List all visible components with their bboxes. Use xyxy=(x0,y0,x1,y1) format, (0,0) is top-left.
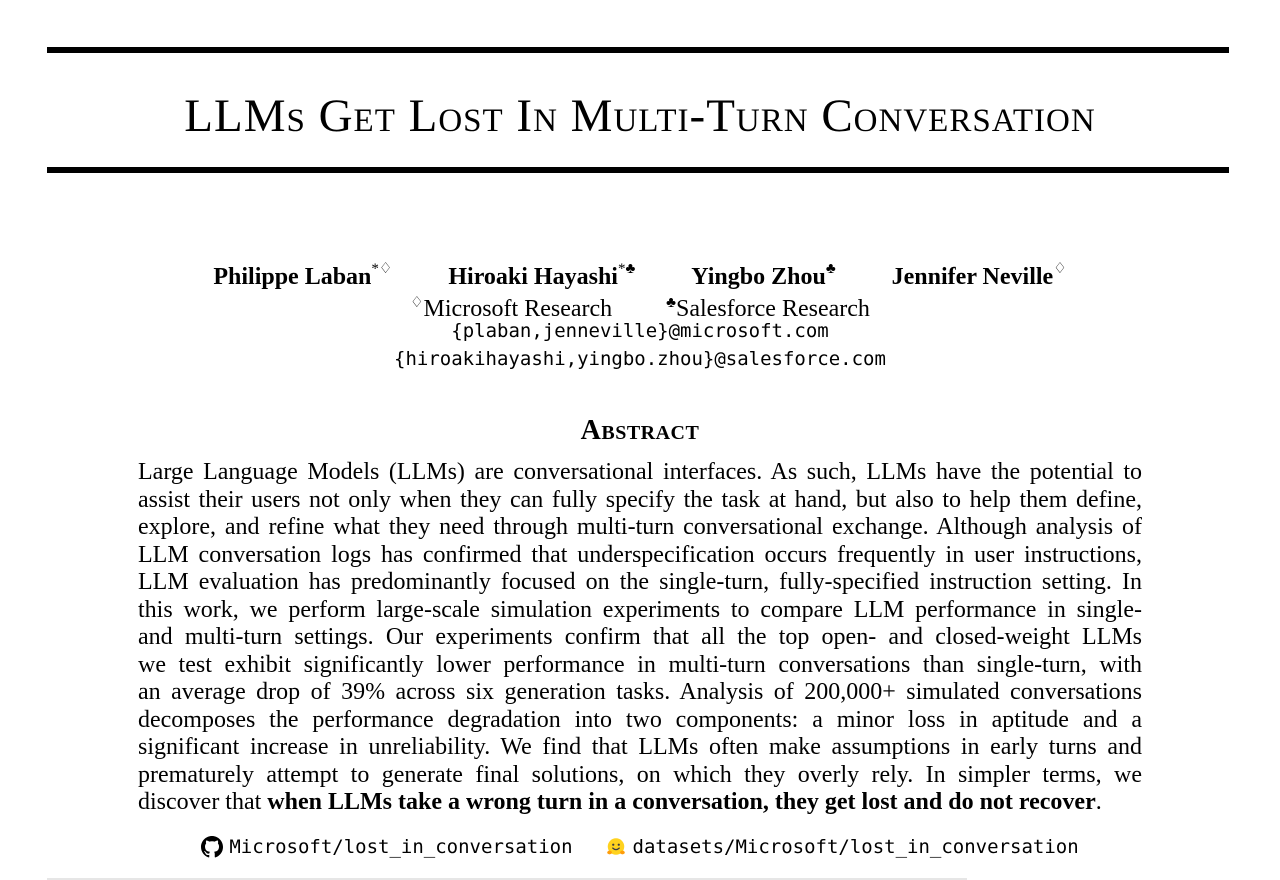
abstract-line: and multi-turn settings. Our experiments confirm that all the top open- and closed-weight LLMs xyxy=(138,624,1142,650)
author-marks: *♢ xyxy=(371,261,393,277)
abstract-line: LLM conversation logs has confirmed that underspecification occurs frequently in user instructions, xyxy=(138,541,1142,568)
abstract-line: we test exhibit significantly lower performance in multi-turn conversations than single-turn, with xyxy=(138,651,1142,678)
top-rule xyxy=(47,47,1229,53)
author: Jennifer Neville♢ xyxy=(891,261,1067,290)
paper-title: LLMs Get Lost In Multi-Turn Conversation xyxy=(184,90,1096,142)
abstract-line: significant increase in unreliability. We find that LLMs often make assumptions in early turns and xyxy=(138,734,1142,760)
hugging-face-icon xyxy=(605,836,627,858)
resource-links xyxy=(0,833,1280,861)
github-icon xyxy=(201,836,223,858)
huggingface-link-label: datasets/Microsoft/lost_in_conversation xyxy=(632,836,1079,858)
author: Yingbo Zhou♣ xyxy=(691,261,836,290)
abstract-line: this work, we perform large-scale simulation experiments to compare LLM performance in single- xyxy=(138,596,1142,623)
abstract-line: assist their users not only when they can fully specify the task at hand, but also to help them define, xyxy=(138,486,1142,513)
abstract-body xyxy=(138,459,1142,817)
abstract-line: Large Language Models (LLMs) are conversational interfaces. As such, LLMs have the potential to xyxy=(138,459,1142,485)
abstract-line: decomposes the performance degradation into two components: a minor loss in aptitude and a xyxy=(138,706,1142,733)
abstract-line: LLM evaluation has predominantly focused on the single-turn, fully-specified instruction setting. In xyxy=(138,569,1142,595)
github-link[interactable] xyxy=(201,833,572,861)
title-bottom-rule xyxy=(47,167,1229,173)
author-marks: ♢ xyxy=(1053,261,1067,277)
github-link-label: Microsoft/lost_in_conversation xyxy=(229,836,573,858)
abstract-key-finding: when LLMs take a wrong turn in a conversation, they get lost and do not recover xyxy=(267,789,1096,815)
abstract-line: explore, and refine what they need through multi-turn conversational exchange. Although analysis of xyxy=(138,514,1142,540)
abstract-line: an average drop of 39% across six generation tasks. Analysis of 200,000+ simulated conversations xyxy=(138,679,1142,705)
abstract-line: prematurely attempt to generate final solutions, on which they overly rely. In simpler terms, we xyxy=(138,761,1142,788)
huggingface-link[interactable] xyxy=(605,833,1079,861)
email-line[interactable]: {hiroakihayashi,yingbo.zhou}@salesforce.com xyxy=(394,348,886,370)
author-marks: ♣ xyxy=(825,261,836,277)
affiliation: ♢Microsoft Research xyxy=(410,295,613,322)
abstract-line-final: discover that when LLMs take a wrong turn in a conversation, they get lost and do not recover. xyxy=(138,789,1102,815)
abstract-heading: Abstract xyxy=(580,415,700,446)
author: Hiroaki Hayashi*♣ xyxy=(448,261,636,290)
email-line[interactable]: {plaban,jenneville}@microsoft.com xyxy=(451,320,829,342)
author-marks: *♣ xyxy=(617,261,636,277)
author-list xyxy=(0,256,1280,292)
author: Philippe Laban*♢ xyxy=(213,261,393,290)
affiliation: ♣Salesforce Research xyxy=(666,295,870,322)
